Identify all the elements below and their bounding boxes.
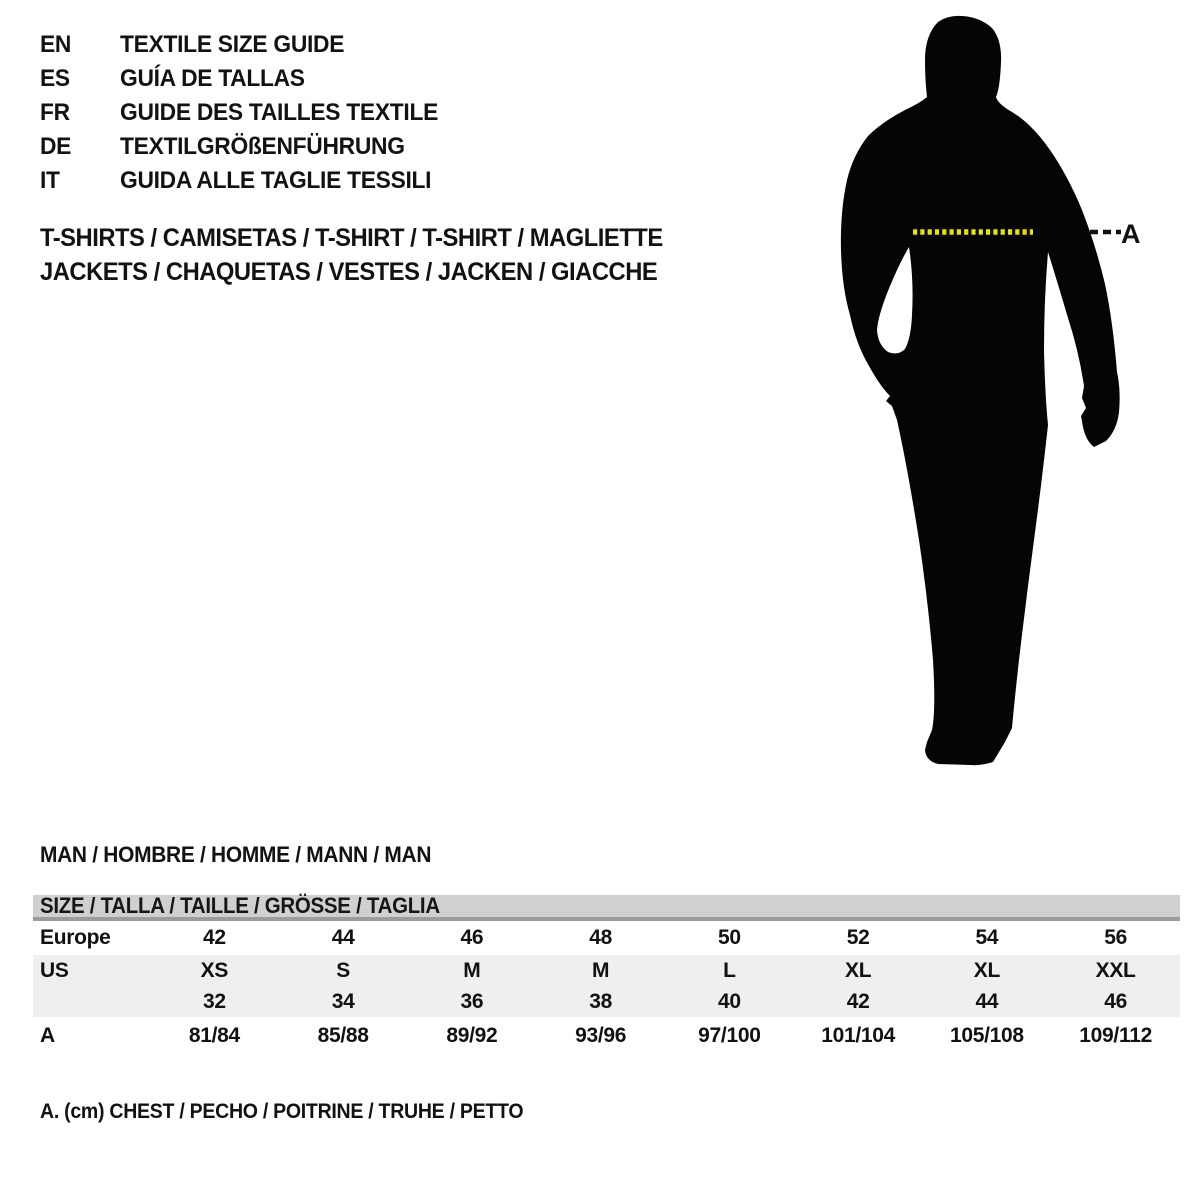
language-code: IT — [40, 167, 60, 194]
language-code: DE — [40, 133, 72, 160]
man-silhouette-svg — [820, 0, 1200, 800]
table-row-europe — [33, 921, 1180, 955]
table-cell: 52 — [846, 926, 870, 949]
section-title-man: MAN / HOMBRE / HOMME / MANN / MAN — [40, 842, 432, 867]
language-title: GUÍA DE TALLAS — [120, 65, 305, 92]
table-cell: 44 — [975, 989, 999, 1013]
size-table-header-text: SIZE / TALLA / TAILLE / GRÖSSE / TAGLIA — [40, 893, 440, 918]
table-cell: 44 — [331, 926, 355, 949]
measurement-note: A. (cm) CHEST / PECHO / POITRINE / TRUHE / PETTO — [40, 1100, 524, 1123]
language-title: GUIDA ALLE TAGLIE TESSILI — [120, 167, 432, 194]
table-cell: M — [592, 958, 610, 982]
table-cell: XS — [200, 958, 229, 982]
language-row-en — [40, 28, 455, 62]
table-cell: 36 — [460, 989, 484, 1013]
measurement-label-a: A — [1121, 219, 1141, 249]
table-cell: 38 — [589, 989, 612, 1013]
table-cell: 46 — [1104, 989, 1127, 1013]
man-silhouette-figure — [820, 0, 1200, 800]
language-row-it — [40, 164, 455, 198]
row-label: US — [40, 958, 69, 982]
category-line-tshirts: T-SHIRTS / CAMISETAS / T-SHIRT / T-SHIRT / MAGLIETTE — [40, 224, 663, 252]
table-cell: 105/108 — [949, 1024, 1024, 1047]
table-cell: 54 — [975, 926, 999, 949]
man-silhouette — [841, 16, 1120, 765]
table-cell: 101/104 — [821, 1024, 896, 1047]
table-cell: 34 — [331, 989, 355, 1013]
table-row-chest-a — [33, 1017, 1180, 1055]
table-cell: M — [463, 958, 481, 982]
table-cell: 56 — [1104, 926, 1127, 949]
table-cell: XXL — [1095, 958, 1136, 982]
table-cell: 42 — [846, 989, 870, 1013]
table-cell: 93/96 — [575, 1024, 627, 1047]
language-legend — [40, 28, 455, 198]
size-table-header-bar — [33, 895, 1180, 921]
table-cell: XL — [845, 958, 872, 982]
table-row-numeric — [33, 986, 1180, 1017]
language-code: ES — [40, 65, 70, 92]
table-cell: 85/88 — [317, 1024, 369, 1047]
table-row-us — [33, 955, 1180, 986]
language-row-es — [40, 62, 455, 96]
language-code: EN — [40, 31, 72, 58]
size-table — [33, 895, 1180, 1055]
table-cell: 81/84 — [188, 1024, 240, 1047]
language-title: GUIDE DES TAILLES TEXTILE — [120, 99, 439, 126]
table-cell: 48 — [589, 926, 612, 949]
row-label: Europe — [40, 926, 111, 949]
language-row-fr — [40, 96, 455, 130]
row-label: A — [40, 1024, 55, 1047]
language-title: TEXTILGRÖßENFÜHRUNG — [120, 133, 405, 160]
language-code: FR — [40, 99, 70, 126]
table-cell: 97/100 — [698, 1024, 761, 1047]
language-title: TEXTILE SIZE GUIDE — [120, 31, 345, 58]
table-cell: S — [336, 958, 350, 982]
table-cell: 40 — [717, 989, 741, 1013]
table-cell: 89/92 — [446, 1024, 498, 1047]
table-cell: 42 — [202, 926, 226, 949]
category-line-jackets: JACKETS / CHAQUETAS / VESTES / JACKEN / GIACCHE — [40, 258, 658, 286]
language-row-de — [40, 130, 455, 164]
table-cell: 50 — [717, 926, 741, 949]
table-cell: 46 — [460, 926, 484, 949]
table-cell: 32 — [202, 989, 226, 1013]
garment-categories — [40, 221, 695, 289]
table-cell: XL — [973, 958, 1000, 982]
table-cell: 109/112 — [1079, 1024, 1152, 1047]
table-cell: L — [723, 958, 736, 982]
